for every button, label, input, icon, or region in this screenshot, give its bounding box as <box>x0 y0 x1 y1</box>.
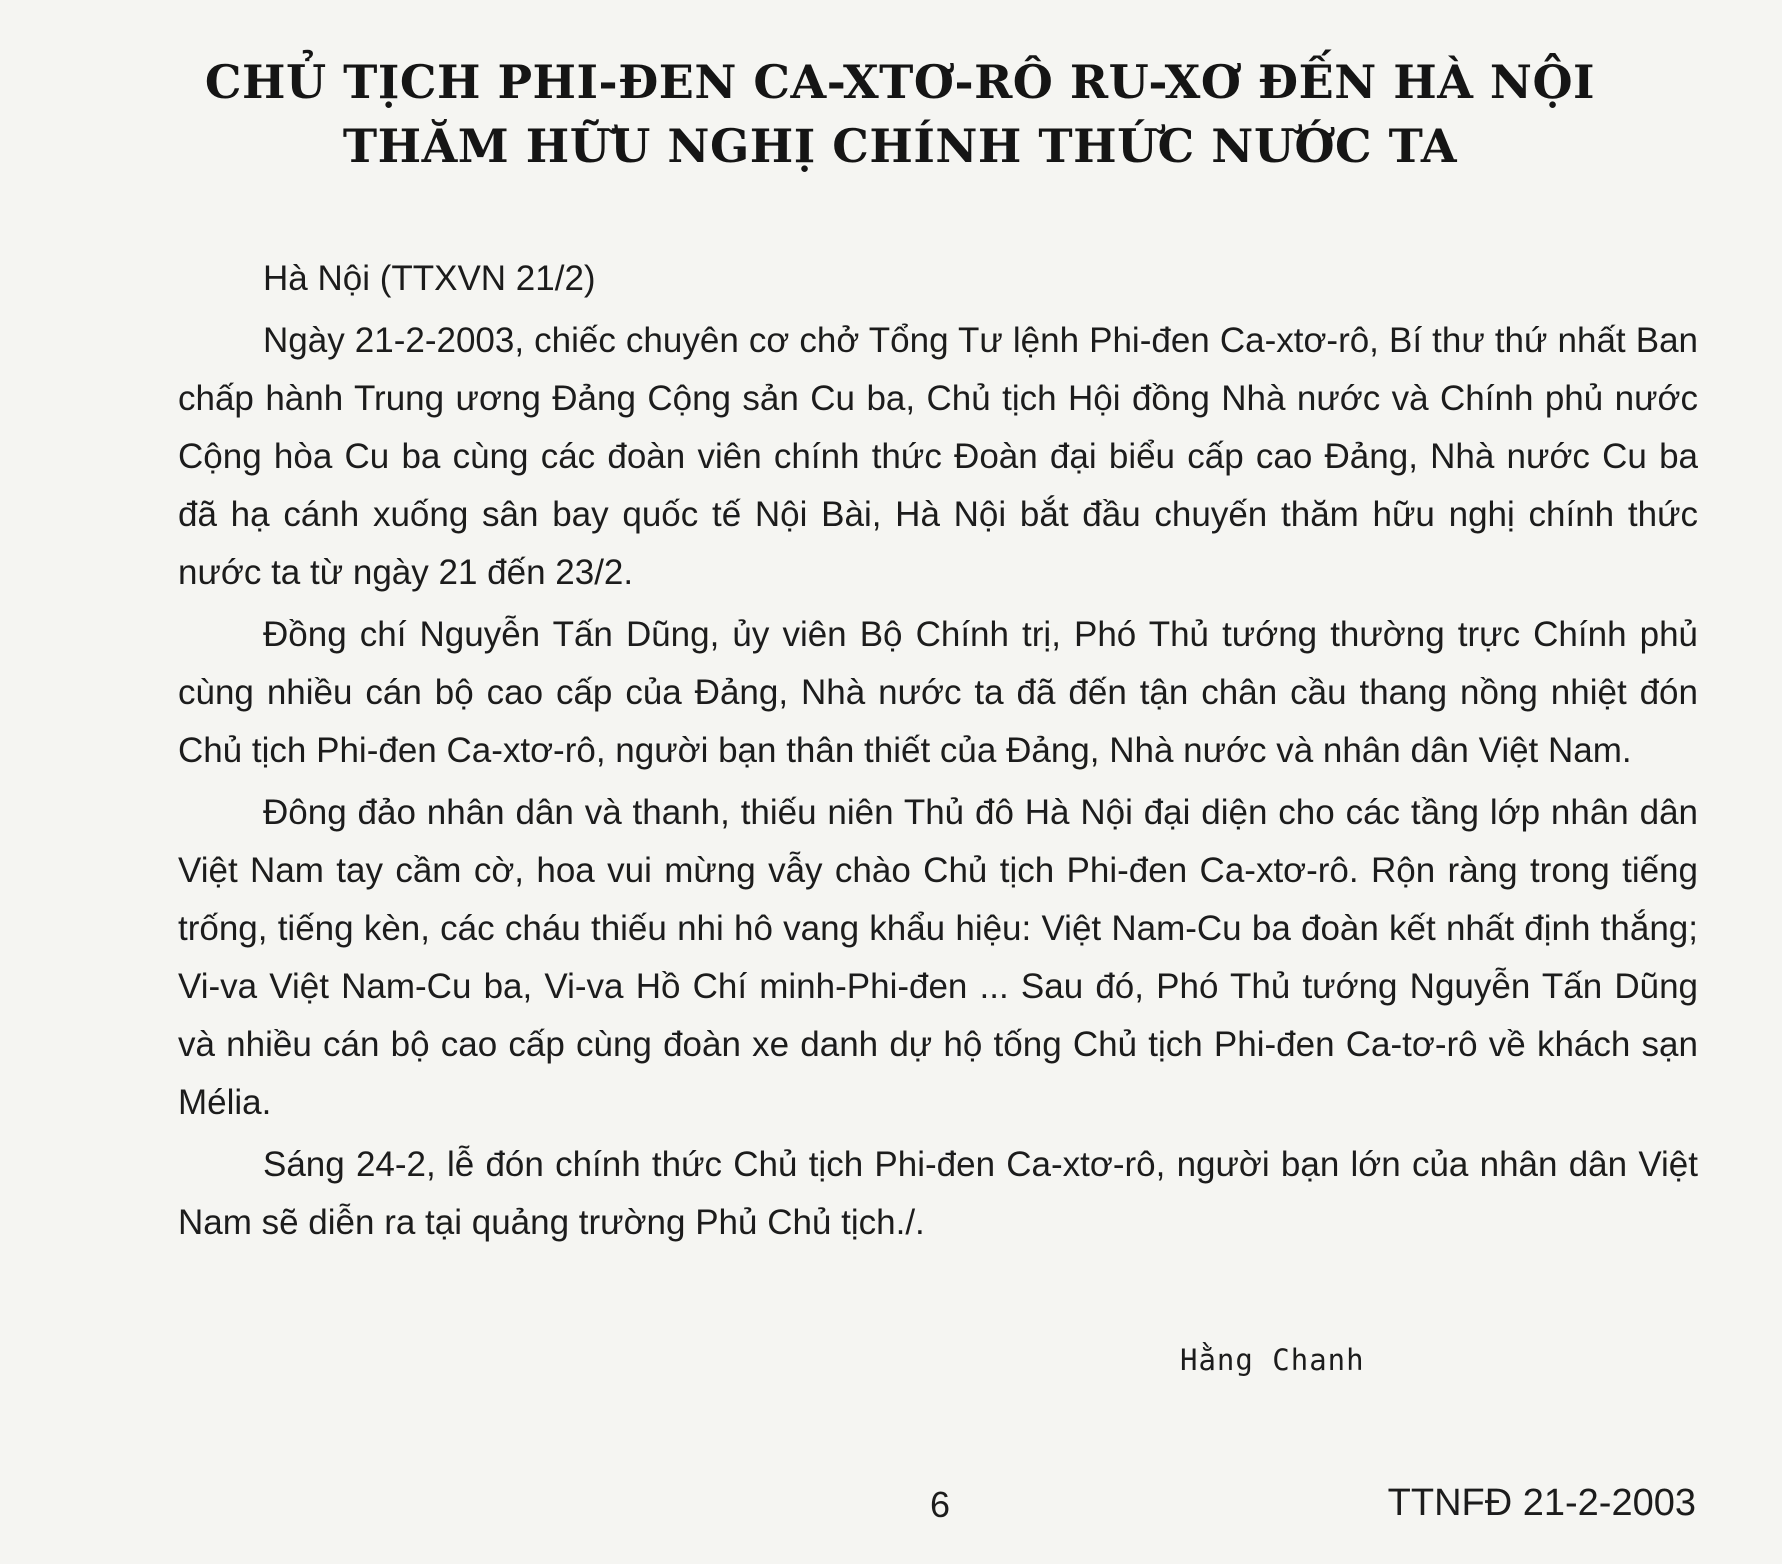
page-number: 6 <box>930 1484 951 1525</box>
document-code: TTNFĐ 21-2-2003 <box>1387 1482 1696 1524</box>
title-line-1: CHỦ TỊCH PHI-ĐEN CA-XTƠ-RÔ RU-XƠ ĐẾN HÀ NỘI <box>204 55 1596 109</box>
title-line-2: THĂM HỮU NGHỊ CHÍNH THỨC NƯỚC TA <box>342 119 1458 173</box>
paragraph-1: Ngày 21-2-2003, chiếc chuyên cơ chở Tổng Tư lệnh Phi-đen Ca-xtơ-rô, Bí thư thứ nhất Ban chấp hành Trung ương Đảng Cộng sản Cu ba, Chủ tịch Hội đồng Nhà nước và Chính phủ nước Cộng hòa Cu ba cùng các đoàn viên chính thức Đoàn đại biểu cấp cao Đảng, Nhà nước Cu ba đã hạ cánh xuống sân bay quốc tế Nội Bài, Hà Nội bắt đầu chuyến thăm hữu nghị chính thức nước ta từ ngày 21 đến 23/2. <box>178 321 1698 592</box>
author-signature: Hằng Chanh <box>1180 1343 1365 1377</box>
paragraph-3: Đông đảo nhân dân và thanh, thiếu niên Thủ đô Hà Nội đại diện cho các tầng lớp nhân dân Việt Nam tay cầm cờ, hoa vui mừng vẫy chào Chủ tịch Phi-đen Ca-xtơ-rô. Rộn ràng trong tiếng trống, tiếng kèn, các cháu thiếu nhi hô vang khẩu hiệu: Việt Nam-Cu ba đoàn kết nhất định thắng; Vi-va Việt Nam-Cu ba, Vi-va Hồ Chí minh-Phi-đen ... Sau đó, Phó Thủ tướng Nguyễn Tấn Dũng và nhiều cán bộ cao cấp cùng đoàn xe danh dự hộ tống Chủ tịch Phi-đen Ca-tơ-rô về khách sạn Mélia. <box>178 793 1698 1122</box>
dateline: Hà Nội (TTXVN 21/2) <box>263 259 596 298</box>
document-title <box>200 50 1600 178</box>
paragraph-4: Sáng 24-2, lễ đón chính thức Chủ tịch Phi-đen Ca-xtơ-rô, người bạn lớn của nhân dân Việt Nam sẽ diễn ra tại quảng trường Phủ Chủ tịch./. <box>178 1145 1698 1242</box>
paragraph-2: Đồng chí Nguyễn Tấn Dũng, ủy viên Bộ Chính trị, Phó Thủ tướng thường trực Chính phủ cùng nhiều cán bộ cao cấp của Đảng, Nhà nước ta đã đến tận chân cầu thang nồng nhiệt đón Chủ tịch Phi-đen Ca-xtơ-rô, người bạn thân thiết của Đảng, Nhà nước và nhân dân Việt Nam. <box>178 615 1698 770</box>
article-body <box>178 250 1698 1252</box>
